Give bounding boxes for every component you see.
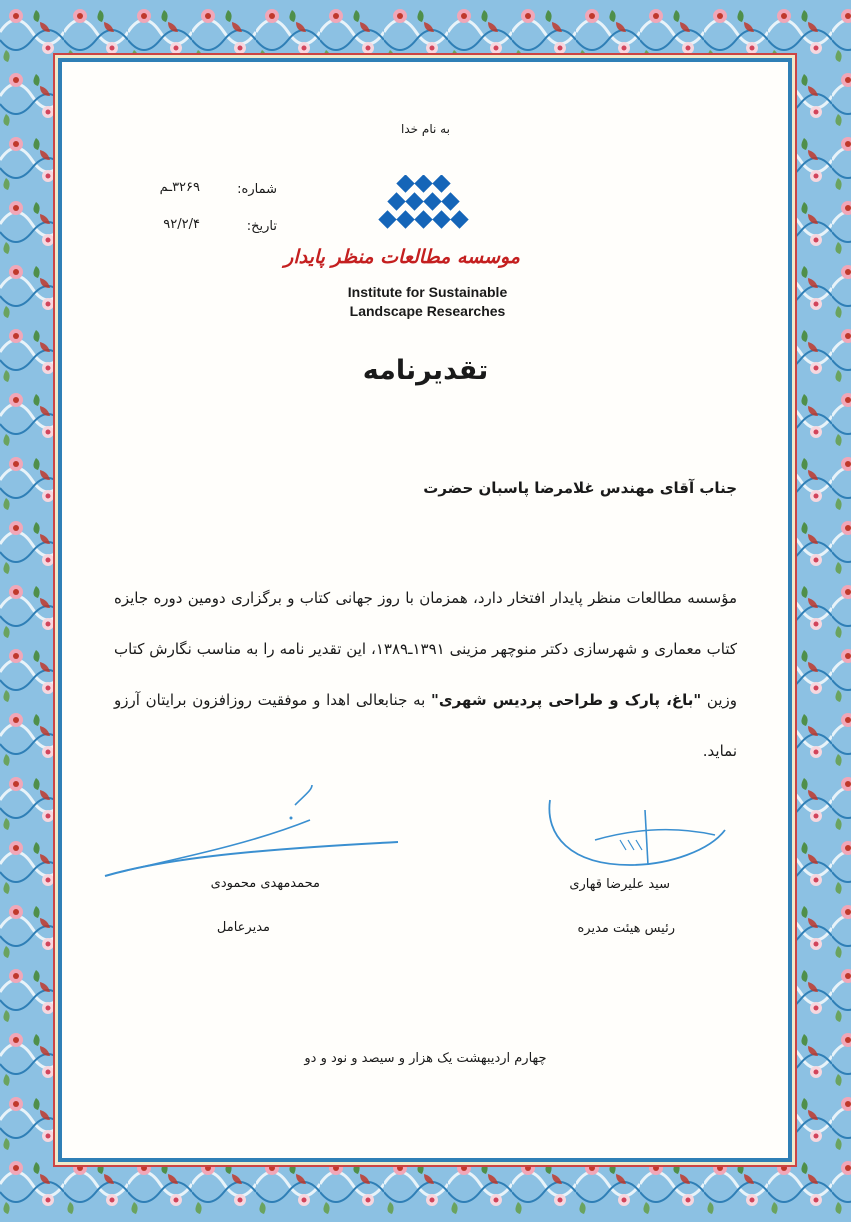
institute-name-en-line2: Landscape Researches xyxy=(349,303,506,319)
date-label: تاریخ: xyxy=(246,219,277,234)
certificate-title: تقدیرنامه xyxy=(362,355,489,386)
number-value: ۳۲۶۹ـم xyxy=(159,180,200,195)
institute-name-en-line1: Institute for Sustainable xyxy=(347,284,508,300)
left-signatory-name: محمدمهدی محمودی xyxy=(210,876,320,891)
body-text-part2: به جنابعالی اهدا و موفقیت روزافزون برایتان آرزو نماید. xyxy=(114,691,737,760)
institute-name-fa: موسسه مطالعات منظر پایدار xyxy=(284,246,520,268)
left-signature-icon xyxy=(100,780,400,880)
number-label: شماره: xyxy=(237,182,277,197)
bismillah-header: به نام خدا xyxy=(401,122,450,136)
date-in-words-footer: چهارم اردیبهشت یک هزار و سیصد و نود و دو xyxy=(304,1051,547,1066)
date-value: ۹۲/۲/۴ xyxy=(163,217,200,232)
right-signatory-title: رئیس هیئت مدیره xyxy=(577,921,675,936)
book-title: "باغ، پارک و طراحی پردیس شهری" xyxy=(431,691,702,709)
right-signature-icon xyxy=(540,795,730,875)
right-signatory-name: سید علیرضا قهاری xyxy=(569,877,670,892)
certificate-body xyxy=(114,573,737,777)
addressee-line: جناب آقای مهندس غلامرضا پاسبان حضرت xyxy=(423,479,737,497)
institute-name-en xyxy=(290,283,565,321)
institute-logo-icon xyxy=(375,175,485,235)
left-signatory-title: مدیرعامل xyxy=(216,920,270,935)
body-text-part1: مؤسسه مطالعات منظر پایدار افتخار دارد، همزمان با روز جهانی کتاب و برگزاری دومین دوره جایزه کتاب معماری و شهرسازی دکتر منوچهر مزینی ۱۳۹۱ـ۱۳۸۹، این تقدیر نامه را به مناسب نگارش کتاب وزین xyxy=(114,589,737,709)
